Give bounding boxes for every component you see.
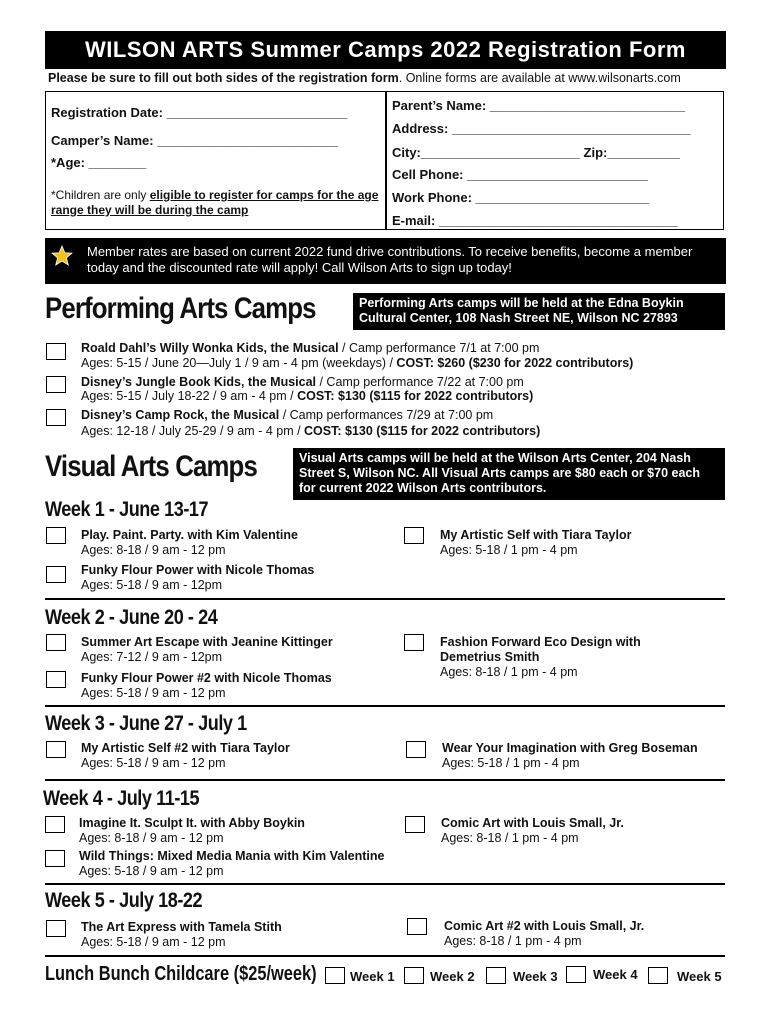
week-1-title: Week 1 - June 13-17 (45, 498, 209, 521)
camp-details: Ages: 5-18 / 9 am - 12 pm (79, 864, 224, 878)
performing-arts-title: Performing Arts Camps (45, 292, 316, 325)
week-5-title: Week 5 - July 18-22 (45, 889, 203, 912)
week-3-title: Week 3 - June 27 - July 1 (45, 712, 247, 735)
checkbox-week5-comic-art-2[interactable] (407, 918, 427, 935)
camp-willy-wonka-details (81, 356, 633, 370)
camp-details: Ages: 5-15 / June 20—July 1 / 9 am - 4 pm (weekdays) / (81, 356, 397, 370)
camp-title: Funky Flour Power #2 with Nicole Thomas (81, 671, 332, 685)
week-divider (45, 779, 725, 781)
camp-title: Play. Paint. Party. with Kim Valentine (81, 528, 298, 542)
camp-details: Ages: 5-18 / 1 pm - 4 pm (442, 756, 580, 770)
visual-arts-title: Visual Arts Camps (45, 450, 257, 483)
camp-details: Ages: 8-18 / 9 am - 12 pm (81, 543, 226, 557)
checkbox-week5-art-express[interactable] (46, 920, 66, 937)
camp-details: Ages: 5-18 / 9 am - 12 pm (81, 756, 226, 770)
camp-title: My Artistic Self #2 with Tiara Taylor (81, 741, 290, 755)
camp-jungle-book (81, 375, 524, 389)
checkbox-jungle-book[interactable] (46, 376, 66, 393)
checkbox-lunch-week3[interactable] (486, 967, 506, 984)
age-note-prefix: *Children are only (51, 188, 150, 202)
intro-bold: Please be sure to fill out both sides of the registration form (48, 71, 399, 85)
work-phone-field[interactable]: Work Phone: ________________________ (392, 190, 650, 205)
parent-name-field[interactable]: Parent’s Name: ___________________________ (392, 98, 685, 113)
camp-details: Ages: 5-15 / July 18-22 / 9 am - 4 pm / (81, 389, 298, 403)
camp-camp-rock-details (81, 424, 540, 438)
camp-willy-wonka (81, 341, 539, 355)
checkbox-lunch-week5[interactable] (648, 967, 668, 984)
camp-details: Ages: 8-18 / 9 am - 12 pm (79, 831, 224, 845)
visual-location-box: Visual Arts camps will be held at the Wilson Arts Center, 204 Nash Street S, Wilson NC. All Visual Arts camps are $80 each or $70 each for current 2022 Wilson Arts contributors. (293, 448, 725, 500)
camp-cost: COST: $130 ($115 for 2022 contributors) (304, 424, 541, 438)
camp-performance: / Camp performances 7/29 at 7:00 pm (279, 408, 494, 422)
checkbox-week1-play-paint[interactable] (46, 527, 66, 544)
camp-jungle-book-details (81, 389, 533, 403)
camp-title: Funky Flour Power with Nicole Thomas (81, 563, 315, 577)
cell-phone-field[interactable]: Cell Phone: _________________________ (392, 167, 648, 182)
camp-details: Ages: 7-12 / 9 am - 12pm (81, 650, 223, 664)
email-field[interactable]: E-mail: _________________________________ (392, 213, 678, 228)
lunch-bunch-title: Lunch Bunch Childcare ($25/week) (45, 963, 317, 985)
week-divider (45, 598, 725, 600)
camp-details: Ages: 8-18 / 1 pm - 4 pm (441, 831, 579, 845)
age-field[interactable]: *Age: ________ (51, 155, 147, 170)
lunch-week-label: Week 4 (593, 967, 638, 982)
camp-title: Wild Things: Mixed Media Mania with Kim Valentine (79, 849, 385, 863)
week-divider (45, 955, 725, 957)
lunch-week-label: Week 2 (430, 969, 475, 984)
star-icon (51, 245, 73, 267)
checkbox-willy-wonka[interactable] (46, 343, 66, 360)
lunch-week-label: Week 3 (513, 969, 558, 984)
page-title: WILSON ARTS Summer Camps 2022 Registration Form (45, 31, 726, 69)
checkbox-week2-fashion-forward[interactable] (404, 634, 424, 651)
camp-title: My Artistic Self with Tiara Taylor (440, 528, 632, 542)
camp-performance: / Camp performance 7/22 at 7:00 pm (316, 375, 524, 389)
camp-performance: / Camp performance 7/1 at 7:00 pm (338, 341, 540, 355)
lunch-week-label: Week 5 (677, 969, 722, 984)
age-note-underlined: eligible to register for camps for the age range they will be during the camp (51, 188, 379, 217)
camp-title: Comic Art #2 with Louis Small, Jr. (444, 919, 645, 933)
camp-name: Roald Dahl’s Willy Wonka Kids, the Musical (81, 341, 339, 355)
camp-details: Ages: 8-18 / 1 pm - 4 pm (440, 665, 578, 679)
checkbox-lunch-week4[interactable] (566, 966, 586, 983)
camp-title: Summer Art Escape with Jeanine Kittinger (81, 635, 333, 649)
intro-text (48, 71, 681, 85)
camp-name: Disney’s Camp Rock, the Musical (81, 408, 280, 422)
week-2-title: Week 2 - June 20 - 24 (45, 606, 218, 629)
week-divider (45, 883, 725, 885)
week-4-title: Week 4 - July 11-15 (43, 787, 200, 810)
member-notice-text: Member rates are based on current 2022 fund drive contributions. To receive benefits, become a member today and the discounted rate will apply! Call Wilson Arts to sign up today! (87, 244, 693, 275)
checkbox-week1-funky-flour[interactable] (46, 566, 66, 583)
camp-details: Ages: 8-18 / 1 pm - 4 pm (444, 934, 582, 948)
week-divider (45, 705, 725, 707)
camp-title: Comic Art with Louis Small, Jr. (441, 816, 624, 830)
camp-title: Imagine It. Sculpt It. with Abby Boykin (79, 816, 305, 830)
checkbox-week3-wear-imagination[interactable] (406, 741, 426, 758)
checkbox-week4-comic-art[interactable] (405, 816, 425, 833)
checkbox-week1-artistic-self[interactable] (404, 527, 424, 544)
camp-details: Ages: 5-18 / 9 am - 12 pm (81, 935, 226, 949)
camp-title-line2: Demetrius Smith (440, 650, 540, 664)
checkbox-week2-funky-flour-2[interactable] (46, 671, 66, 688)
checkbox-camp-rock[interactable] (46, 409, 66, 426)
camp-cost: COST: $130 ($115 for 2022 contributors) (297, 389, 534, 403)
performing-location-box: Performing Arts camps will be held at the Edna Boykin Cultural Center, 108 Nash Street NE, Wilson NC 27893 (353, 293, 725, 330)
checkbox-week3-artistic-self-2[interactable] (46, 741, 66, 758)
address-field[interactable]: Address: _________________________________ (392, 121, 691, 136)
camp-cost: COST: $260 ($230 for 2022 contributors) (396, 356, 634, 370)
checkbox-week4-wild-things[interactable] (45, 850, 65, 867)
city-zip-field[interactable]: City:______________________ Zip:__________ (392, 145, 680, 160)
camper-name-field[interactable]: Camper’s Name: _________________________ (51, 133, 338, 148)
camp-details: Ages: 5-18 / 9 am - 12 pm (81, 686, 226, 700)
camp-title: Wear Your Imagination with Greg Boseman (442, 741, 698, 755)
camp-camp-rock (81, 408, 493, 422)
checkbox-lunch-week2[interactable] (404, 967, 424, 984)
checkbox-lunch-week1[interactable] (325, 967, 345, 984)
info-divider (385, 91, 387, 230)
registration-date-field[interactable]: Registration Date: _________________________ (51, 105, 348, 120)
camp-details: Ages: 5-18 / 9 am - 12pm (81, 578, 223, 592)
age-note (51, 188, 381, 218)
camp-details: Ages: 5-18 / 1 pm - 4 pm (440, 543, 578, 557)
camp-details: Ages: 12-18 / July 25-29 / 9 am - 4 pm / (81, 424, 305, 438)
intro-rest: . Online forms are available at www.wilsonarts.com (398, 71, 681, 85)
lunch-week-label: Week 1 (350, 969, 395, 984)
checkbox-week2-art-escape[interactable] (46, 634, 66, 651)
camp-name: Disney’s Jungle Book Kids, the Musical (81, 375, 317, 389)
checkbox-week4-imagine-sculpt[interactable] (45, 816, 65, 833)
camp-title: The Art Express with Tamela Stith (81, 920, 282, 934)
camp-title: Fashion Forward Eco Design with (440, 635, 641, 649)
